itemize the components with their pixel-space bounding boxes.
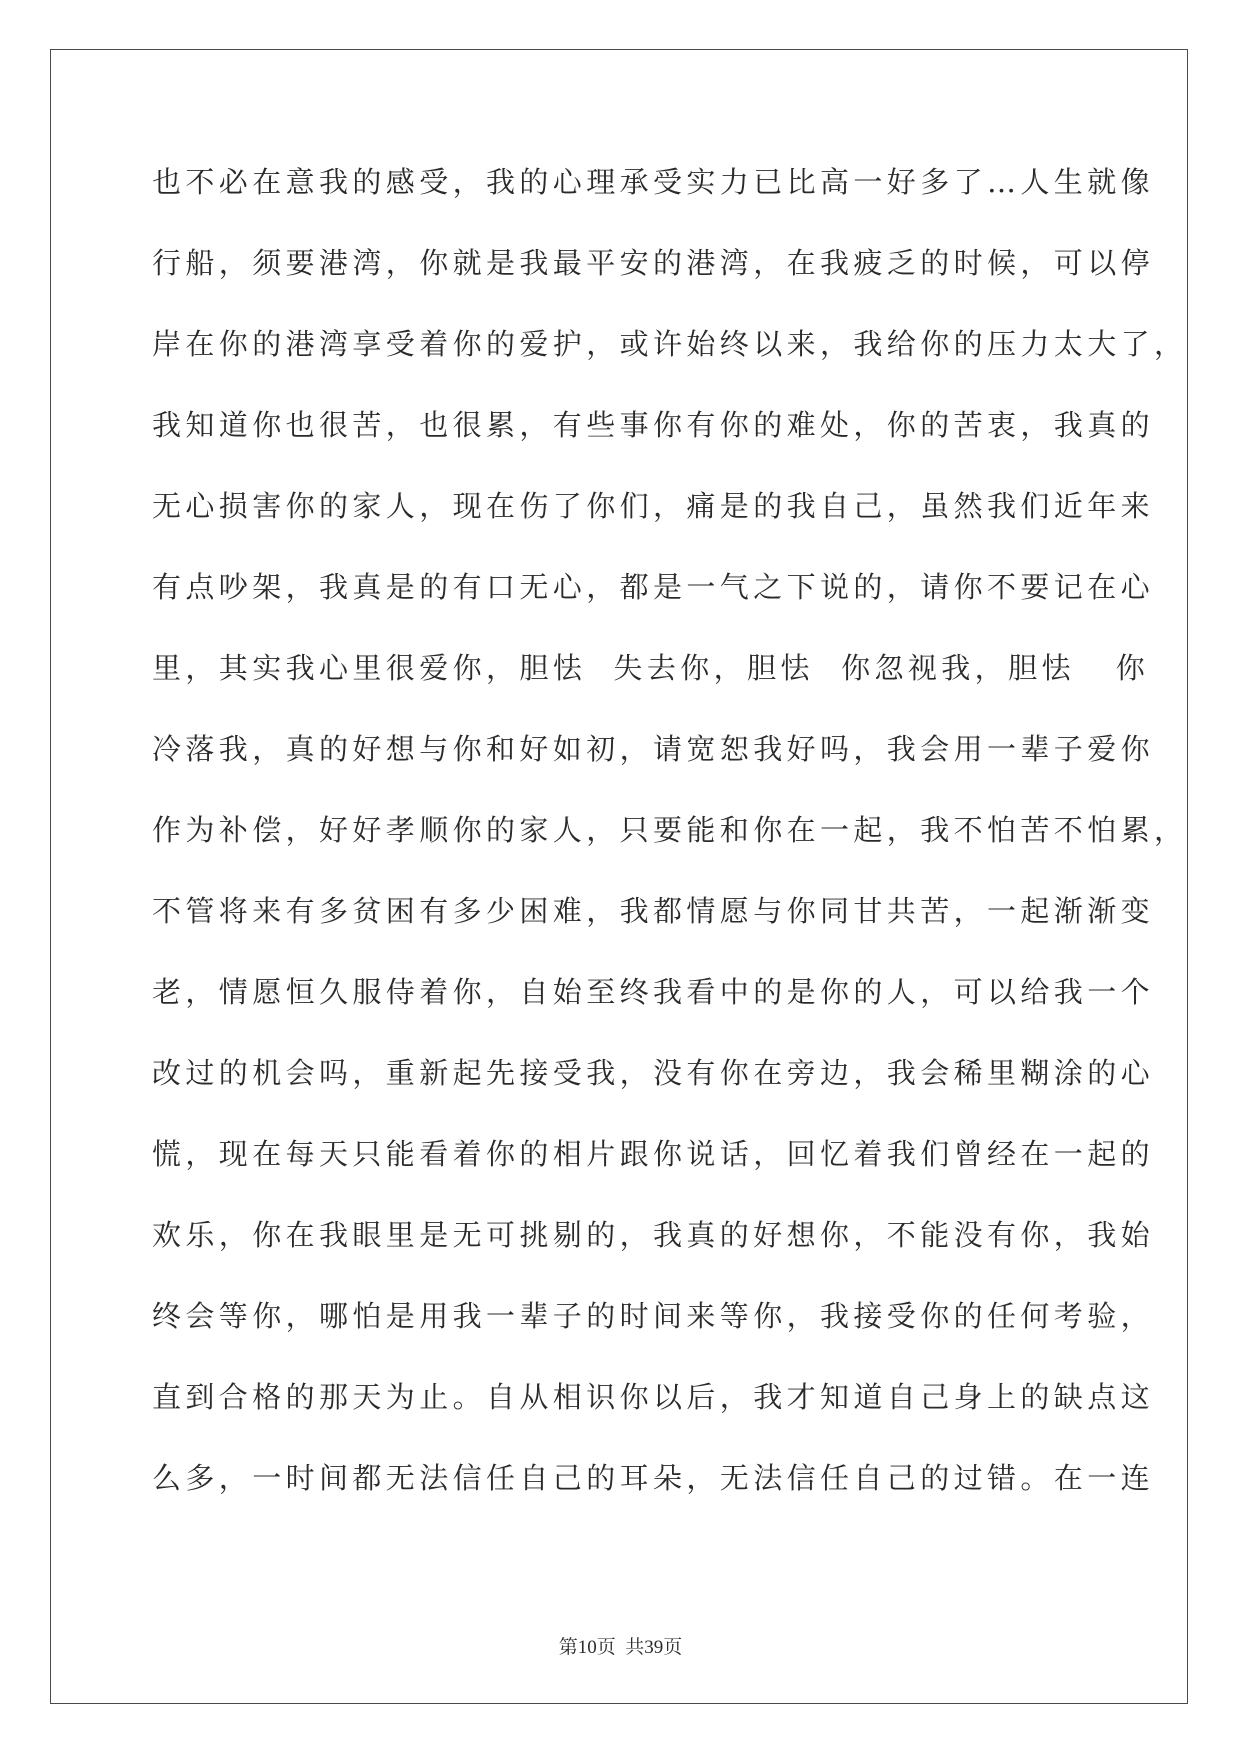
text-line: 冷落我，真的好想与你和好如初，请宽恕我好吗，我会用一辈子爱你 [152, 732, 1155, 766]
text-line: 里，其实我心里很爱你，胆怯 失去你，胆怯 你忽视我，胆怯 你 [152, 651, 1150, 685]
text-line: 行船，须要港湾，你就是我最平安的港湾，在我疲乏的时候，可以停 [152, 246, 1155, 280]
text-line: 终会等你，哪怕是用我一辈子的时间来等你，我接受你的任何考验， [152, 1299, 1155, 1333]
text-line: 欢乐，你在我眼里是无可挑剔的，我真的好想你，不能没有你，我始 [152, 1218, 1155, 1252]
text-line: 慌，现在每天只能看着你的相片跟你说话，回忆着我们曾经在一起的 [152, 1137, 1155, 1171]
text-line: 么多，一时间都无法信任自己的耳朵，无法信任自己的过错。在一连 [152, 1461, 1155, 1495]
document-body [152, 163, 1188, 1540]
text-line: 老，情愿恒久服侍着你，自始至终我看中的是你的人，可以给我一个 [152, 975, 1155, 1009]
text-line: 也不必在意我的感受，我的心理承受实力已比高一好多了…人生就像 [152, 165, 1155, 199]
text-line: 无心损害你的家人，现在伤了你们，痛是的我自己，虽然我们近年来 [152, 489, 1155, 523]
text-line: 我知道你也很苦，也很累，有些事你有你的难处，你的苦衷，我真的 [152, 408, 1155, 442]
text-line: 不管将来有多贫困有多少困难，我都情愿与你同甘共苦，一起渐渐变 [152, 894, 1155, 928]
text-line: 岸在你的港湾享受着你的爱护，或许始终以来，我给你的压力太大了， [152, 327, 1188, 361]
text-line: 改过的机会吗，重新起先接受我，没有你在旁边，我会稀里糊涂的心 [152, 1056, 1155, 1090]
text-line: 作为补偿，好好孝顺你的家人，只要能和你在一起，我不怕苦不怕累， [152, 813, 1188, 847]
page-number-footer: 第10页 共39页 [558, 1637, 683, 1658]
text-line: 直到合格的那天为止。自从相识你以后，我才知道自己身上的缺点这 [152, 1380, 1155, 1414]
text-line: 有点吵架，我真是的有口无心，都是一气之下说的，请你不要记在心 [152, 570, 1155, 604]
